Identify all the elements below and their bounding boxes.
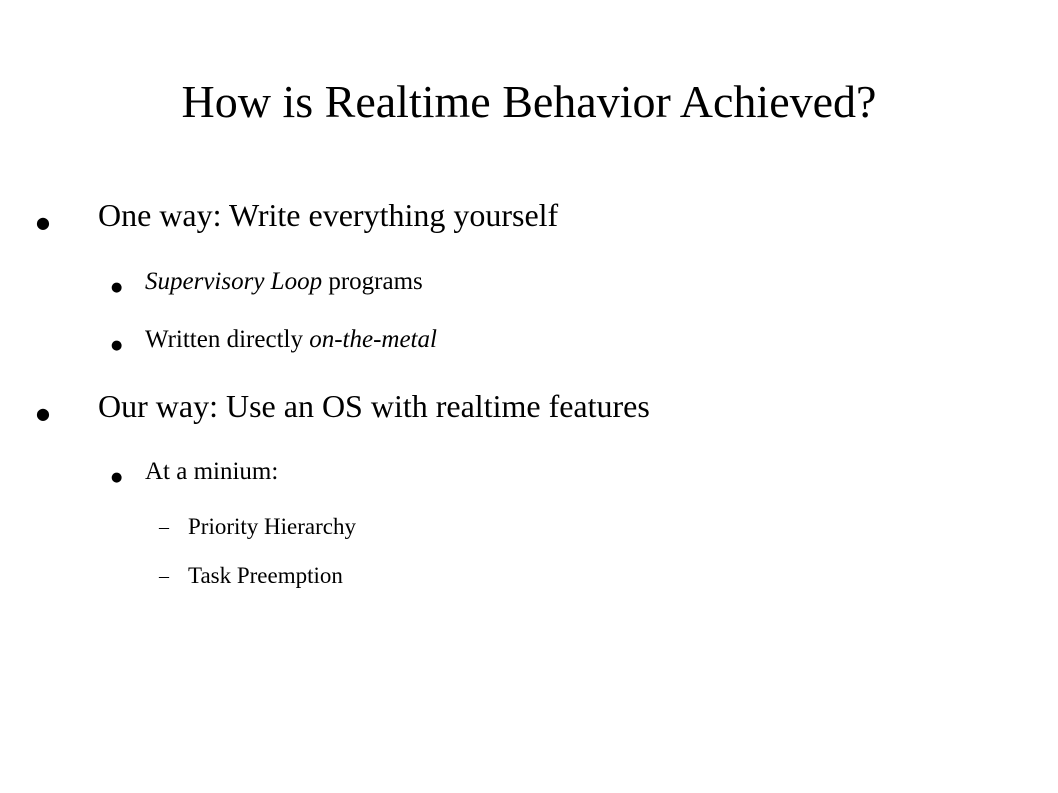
bullet-text: Written directly [145, 326, 310, 353]
sub-bullet-written-directly [111, 324, 437, 356]
slide-title: How is Realtime Behavior Achieved? [181, 76, 877, 127]
bullet-text: programs [322, 268, 423, 295]
sub-bullet-at-a-minium [111, 456, 279, 488]
dash-icon: – [159, 516, 169, 538]
bullet-text: At a minium: [145, 458, 279, 485]
bullet-dot-icon: ● [111, 280, 123, 295]
emphasis-text: Supervisory Loop [145, 268, 323, 295]
sub-sub-bullet-task-preemption [159, 561, 343, 591]
bullet-dot-icon: ● [36, 404, 50, 423]
dash-icon: – [159, 565, 169, 587]
bullet-text: One way: Write everything yourself [98, 197, 559, 233]
bullet-text: Task Preemption [188, 563, 343, 588]
bullet-one-way [36, 195, 559, 235]
bullet-dot-icon: ● [111, 338, 123, 353]
bullet-text: Our way: Use an OS with realtime features [98, 388, 650, 424]
sub-sub-bullet-priority-hierarchy [159, 512, 356, 542]
bullet-text: Priority Hierarchy [188, 514, 356, 539]
bullet-dot-icon: ● [36, 213, 50, 232]
bullet-dot-icon: ● [111, 470, 123, 485]
sub-bullet-supervisory-loop [111, 266, 423, 298]
emphasis-text: on-the-metal [309, 326, 437, 353]
bullet-our-way [36, 386, 650, 426]
